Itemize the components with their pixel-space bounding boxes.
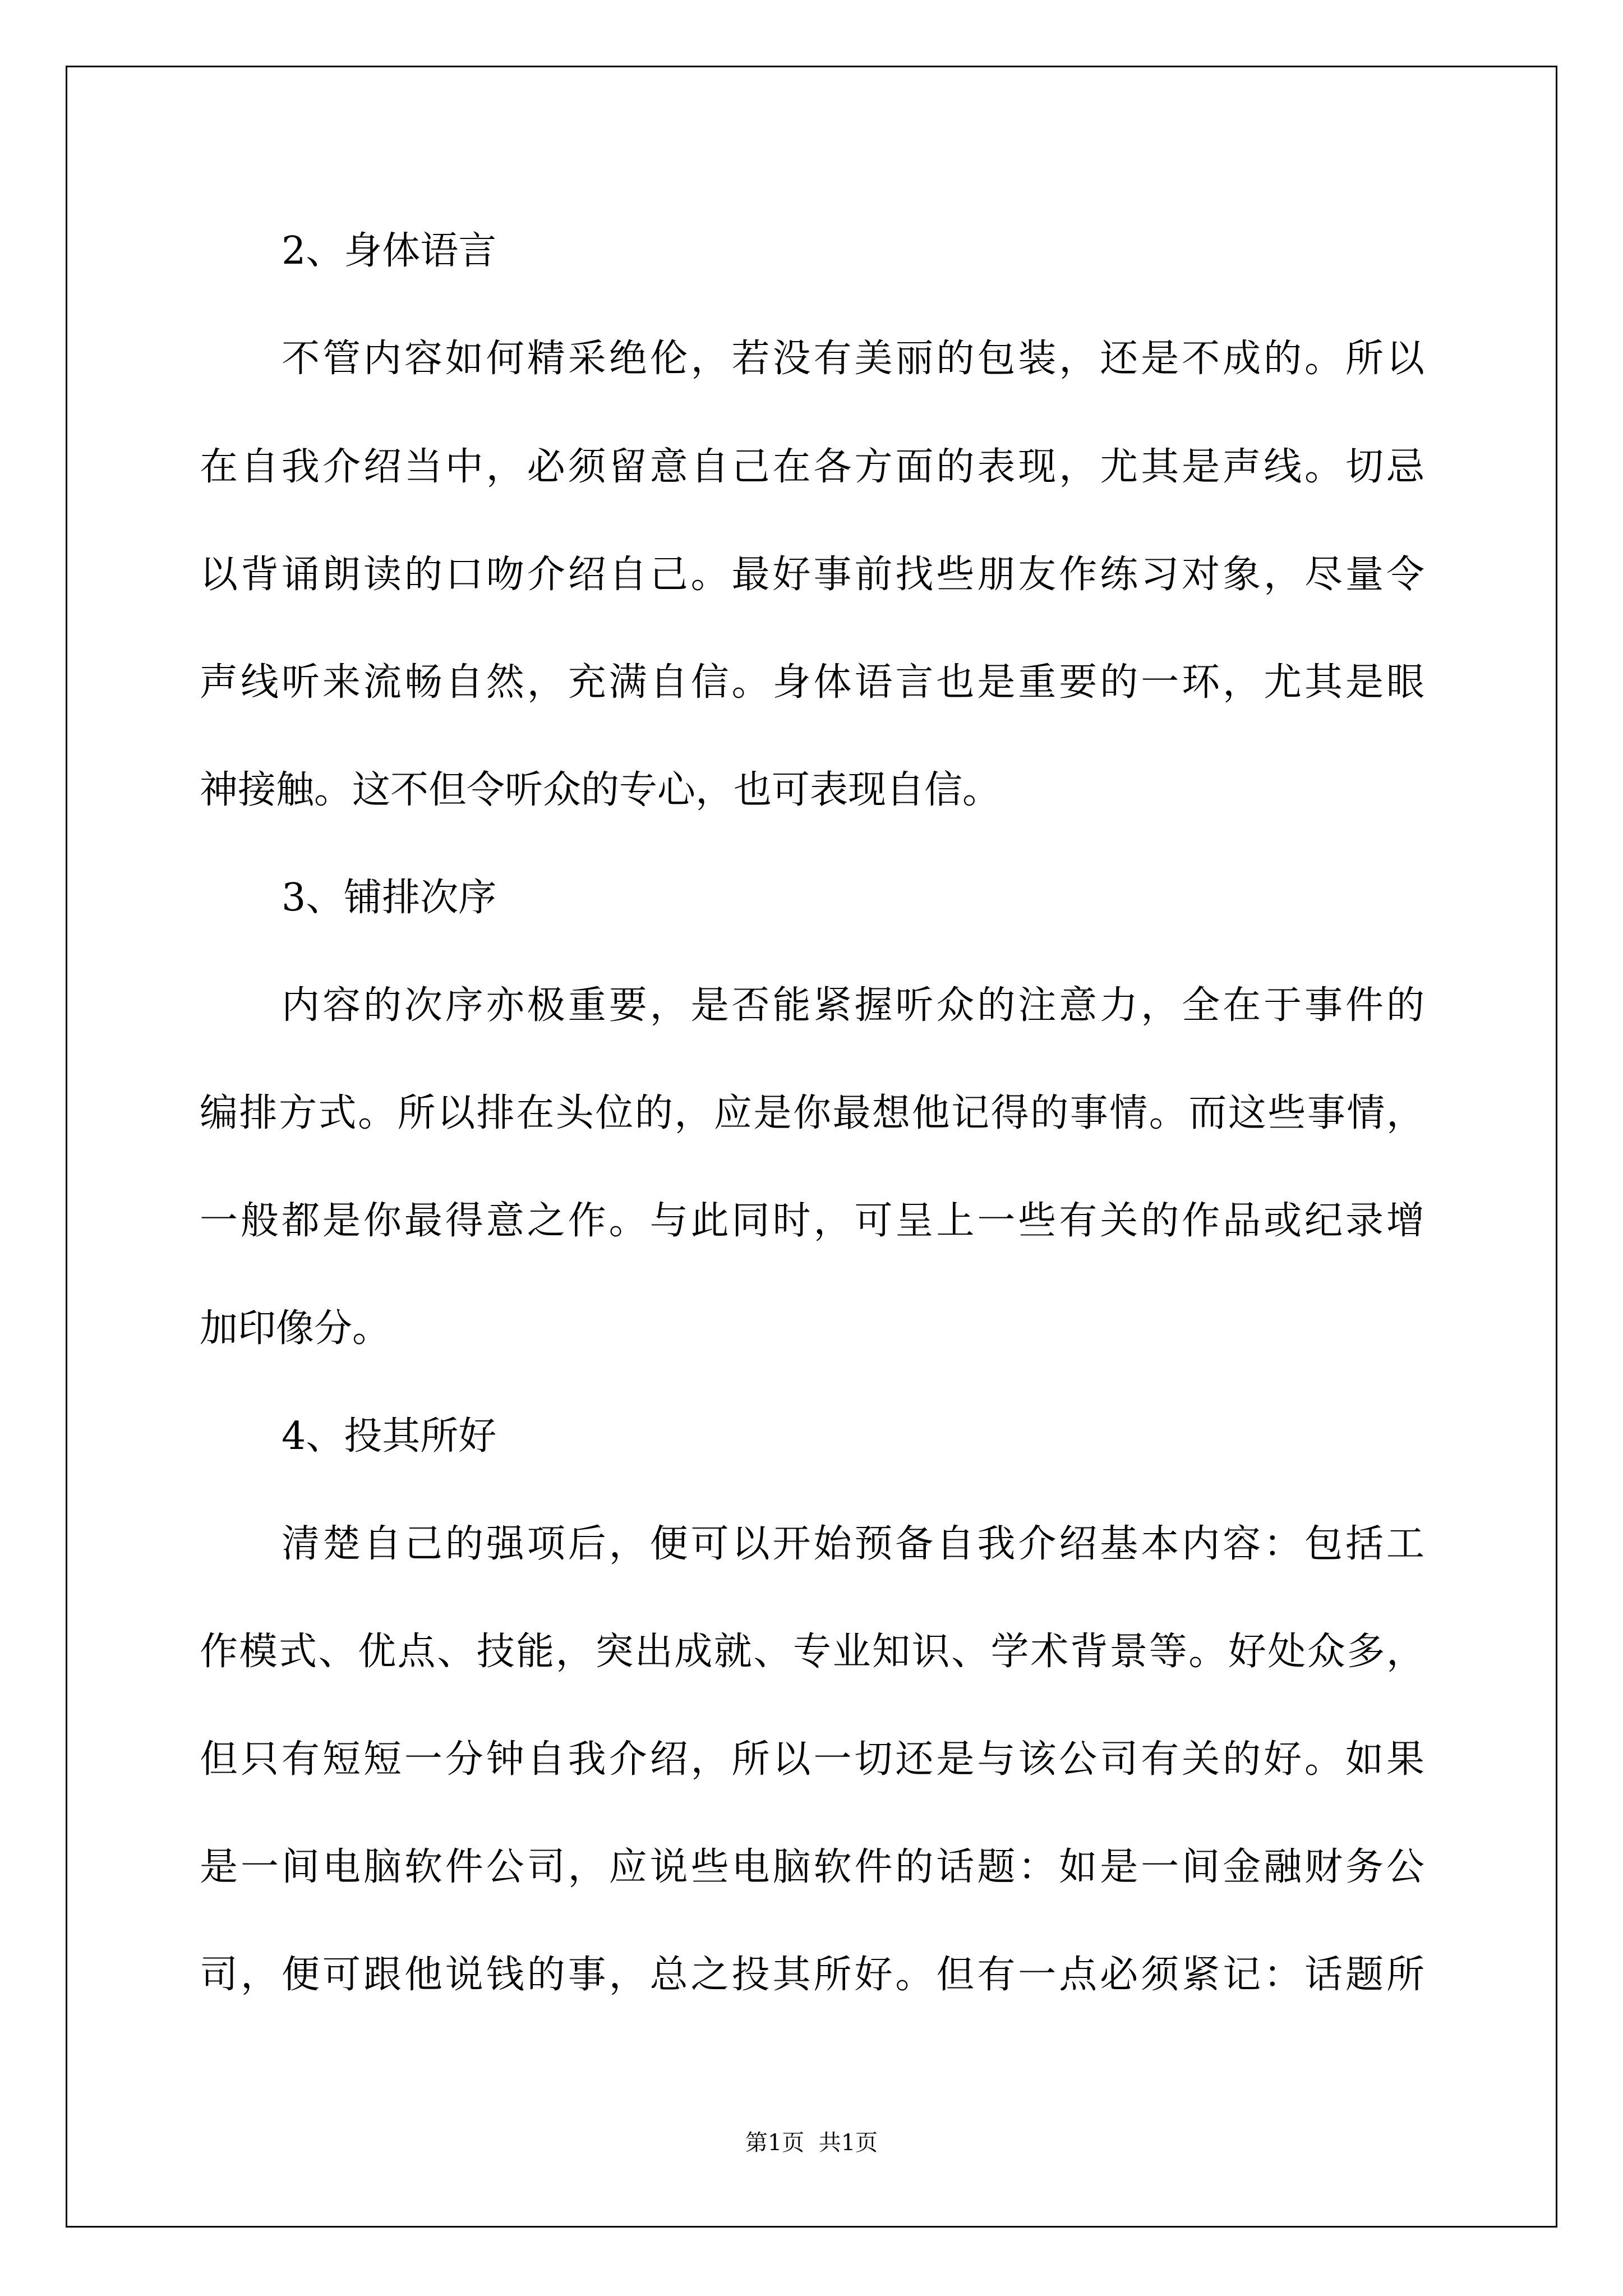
paragraph-line: 清楚自己的强项后，便可以开始预备自我介绍基本内容：包括工: [282, 1522, 1424, 1566]
paragraph-line: 神接触。这不但令听众的专心，也可表现自信。: [200, 768, 1001, 812]
paragraph-line: 司，便可跟他说钱的事，总之投其所好。但有一点必须紧记：话题所: [200, 1953, 1424, 1997]
page-border: [66, 66, 1557, 2228]
paragraph-line: 内容的次序亦极重要，是否能紧握听众的注意力，全在于事件的: [282, 983, 1424, 1028]
section-heading: 3、铺排次序: [282, 876, 497, 920]
section-heading: 2、身体语言: [282, 229, 497, 273]
paragraph-line: 加印像分。: [200, 1306, 391, 1351]
paragraph-line: 编排方式。所以排在头位的，应是你最想他记得的事情。而这些事情，: [200, 1091, 1424, 1135]
paragraph-line: 以背诵朗读的口吻介绍自己。最好事前找些朋友作练习对象，尽量令: [200, 553, 1424, 597]
paragraph-line: 一般都是你最得意之作。与此同时，可呈上一些有关的作品或纪录增: [200, 1199, 1424, 1243]
paragraph-line: 是一间电脑软件公司，应说些电脑软件的话题：如是一间金融财务公: [200, 1845, 1424, 1889]
paragraph-line: 在自我介绍当中，必须留意自己在各方面的表现，尤其是声线。切忌: [200, 445, 1424, 489]
paragraph-line: 但只有短短一分钟自我介绍，所以一切还是与该公司有关的好。如果: [200, 1737, 1424, 1782]
paragraph-line: 声线听来流畅自然，充满自信。身体语言也是重要的一环，尤其是眼: [200, 660, 1424, 705]
paragraph-line: 不管内容如何精采绝伦，若没有美丽的包装，还是不成的。所以: [282, 337, 1424, 381]
section-heading: 4、投其所好: [282, 1414, 497, 1458]
paragraph-line: 作模式、优点、技能，突出成就、专业知识、学术背景等。好处众多，: [200, 1630, 1424, 1674]
page-footer: 第1页 共1页: [745, 2130, 878, 2156]
